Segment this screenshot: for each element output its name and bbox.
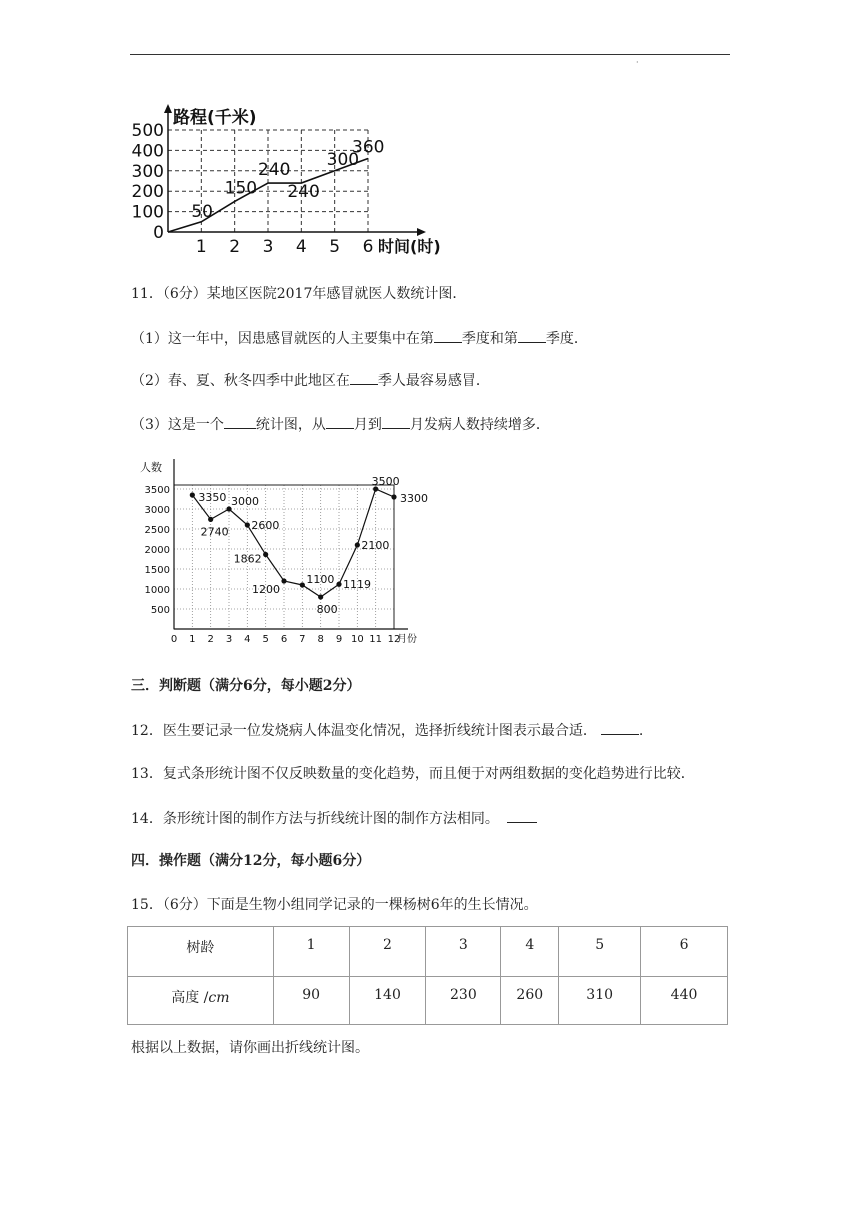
y-axis-arrow <box>164 104 172 113</box>
y-tick-label: 100 <box>131 202 164 223</box>
y-axis-label: 路程(千米) <box>173 108 257 128</box>
point-label: 360 <box>352 137 385 158</box>
x-tick-label: 9 <box>335 634 343 645</box>
data-point <box>391 494 396 499</box>
height-cell: 90 <box>273 977 349 1025</box>
x-tick-label: 6 <box>362 237 374 257</box>
table-row <box>128 927 728 977</box>
x-tick-label: 2 <box>207 634 214 645</box>
y-tick-label: 1500 <box>144 565 170 576</box>
data-point <box>281 578 286 583</box>
age-cell: 6 <box>641 927 728 977</box>
data-point <box>318 594 323 599</box>
q11-p3-c: 月到 <box>353 417 382 433</box>
data-point <box>245 522 250 527</box>
data-point <box>300 582 305 587</box>
y-tick-label: 200 <box>131 182 164 203</box>
x-tick-label: 8 <box>317 634 324 645</box>
section-3-title: 三．判断题（满分6分，每小题2分） <box>131 678 361 694</box>
data-point <box>208 517 213 522</box>
point-label: 800 <box>316 603 338 616</box>
x-tick-label: 7 <box>299 634 306 645</box>
y-tick-label: 500 <box>131 121 164 141</box>
x-axis-label: 月份 <box>397 634 417 645</box>
y-tick-label: 0 <box>153 223 164 243</box>
point-label: 50 <box>191 201 213 222</box>
data-point <box>355 542 360 547</box>
age-cell: 3 <box>426 927 501 977</box>
answer-blank[interactable] <box>326 414 354 429</box>
x-tick-label: 11 <box>369 634 383 645</box>
y-tick-label: 500 <box>150 605 170 616</box>
height-cell: 260 <box>501 977 559 1025</box>
q11-p3-b: 统计图，从 <box>255 417 326 433</box>
x-tick-label: 4 <box>295 237 307 257</box>
distance-time-chart <box>128 100 448 260</box>
y-tick-label: 3500 <box>144 485 170 496</box>
age-cell: 2 <box>349 927 426 977</box>
header-cell: 树龄 <box>128 927 274 977</box>
x-tick-label: 4 <box>244 634 251 645</box>
answer-blank[interactable] <box>224 414 256 429</box>
q11-p2-b: 季人最容易感冒． <box>377 373 490 389</box>
table-row <box>128 977 728 1025</box>
y-axis-label: 人数 <box>140 461 162 474</box>
q14-text: 14．条形统计图的制作方法与折线统计图的制作方法相同。 <box>131 811 499 827</box>
answer-blank[interactable] <box>601 720 639 735</box>
q12-end: . <box>638 723 644 739</box>
x-tick-label: 12 <box>387 634 401 645</box>
point-label: 300 <box>326 149 360 170</box>
y-tick-label: 2500 <box>144 525 170 536</box>
y-tick-label: 400 <box>131 141 164 162</box>
q11-p1-a: （1）这一年中，因患感冒就医的人主要集中在第 <box>131 331 434 347</box>
point-label: 2600 <box>251 519 280 532</box>
point-label: 240 <box>287 182 320 203</box>
height-cell: 440 <box>641 977 728 1025</box>
q11-part1 <box>131 328 588 349</box>
q15-title: 15．（6分）下面是生物小组同学记录的一棵杨树6年的生长情况。 <box>131 897 538 913</box>
q15-footer: 根据以上数据，请你画出折线统计图。 <box>131 1040 369 1056</box>
height-cell: 230 <box>426 977 501 1025</box>
x-tick-label: 5 <box>329 237 341 257</box>
y-tick-label: 2000 <box>144 545 170 556</box>
row-label: 高度 <box>171 990 200 1006</box>
tree-growth-table <box>127 926 728 1025</box>
q12-text: 12．医生要记录一位发烧病人体温变化情况，选择折线统计图表示最合适． <box>131 723 597 739</box>
header-rule <box>130 54 730 55</box>
height-cell: 310 <box>559 977 641 1025</box>
x-tick-label: 3 <box>225 634 233 645</box>
x-tick-label: 0 <box>170 634 178 645</box>
point-label: 240 <box>258 160 291 181</box>
answer-blank[interactable] <box>382 414 410 429</box>
data-point <box>190 492 195 497</box>
q11-p1-b: 季度和第 <box>461 331 518 347</box>
point-label: 3500 <box>371 475 400 488</box>
q13: 13．复式条形统计图不仅反映数量的变化趋势，而且便于对两组数据的变化趋势进行比较． <box>131 766 695 782</box>
point-label: 150 <box>224 178 258 199</box>
answer-blank[interactable] <box>507 808 537 823</box>
x-tick-label: 10 <box>350 634 364 645</box>
q11-p1-c: 季度． <box>545 331 588 347</box>
answer-blank[interactable] <box>350 370 378 385</box>
point-label: 3300 <box>400 492 428 505</box>
data-point <box>263 552 268 557</box>
point-label: 1862 <box>233 552 262 566</box>
age-cell: 5 <box>559 927 641 977</box>
point-label: 1200 <box>252 583 280 596</box>
q14 <box>131 808 537 829</box>
q11-part3 <box>131 414 550 435</box>
row-label-cell: 高度 /cm <box>128 977 274 1025</box>
x-tick-label: 5 <box>262 634 269 645</box>
q11-part2 <box>131 370 490 391</box>
data-point <box>336 582 341 587</box>
age-cell: 4 <box>501 927 559 977</box>
x-tick-label: 1 <box>189 634 196 645</box>
q11-p2-a: （2）春、夏、秋冬四季中此地区在 <box>131 373 350 389</box>
q11-p3-d: 月发病人数持续增多． <box>409 417 550 433</box>
header-dot: · <box>636 58 639 67</box>
point-label: 3000 <box>231 495 259 508</box>
x-axis-arrow <box>417 228 426 236</box>
cold-patients-chart <box>138 455 428 655</box>
x-tick-label: 2 <box>229 237 241 257</box>
height-cell: 140 <box>349 977 426 1025</box>
row-unit: cm <box>208 990 230 1006</box>
answer-blank[interactable] <box>434 328 462 343</box>
x-axis-label: 时间(时) <box>378 237 441 256</box>
y-tick-label: 3000 <box>144 505 170 516</box>
section-4-title: 四．操作题（满分12分，每小题6分） <box>131 853 371 869</box>
point-label: 3350 <box>198 491 227 504</box>
q11-title: 11．（6分）某地区医院2017年感冒就医人数统计图． <box>131 286 467 302</box>
q12 <box>131 720 643 741</box>
x-tick-label: 6 <box>280 634 288 645</box>
age-cell: 1 <box>273 927 349 977</box>
q11-p3-a: （3）这是一个 <box>131 417 224 433</box>
point-label: 1119 <box>343 578 371 592</box>
answer-blank[interactable] <box>518 328 546 343</box>
point-label: 2740 <box>200 525 229 539</box>
y-tick-label: 1000 <box>144 585 170 596</box>
x-tick-label: 3 <box>262 237 274 257</box>
point-label: 1100 <box>306 573 335 586</box>
x-tick-label: 1 <box>195 237 207 257</box>
point-label: 2100 <box>361 539 390 552</box>
y-tick-label: 300 <box>131 161 164 182</box>
